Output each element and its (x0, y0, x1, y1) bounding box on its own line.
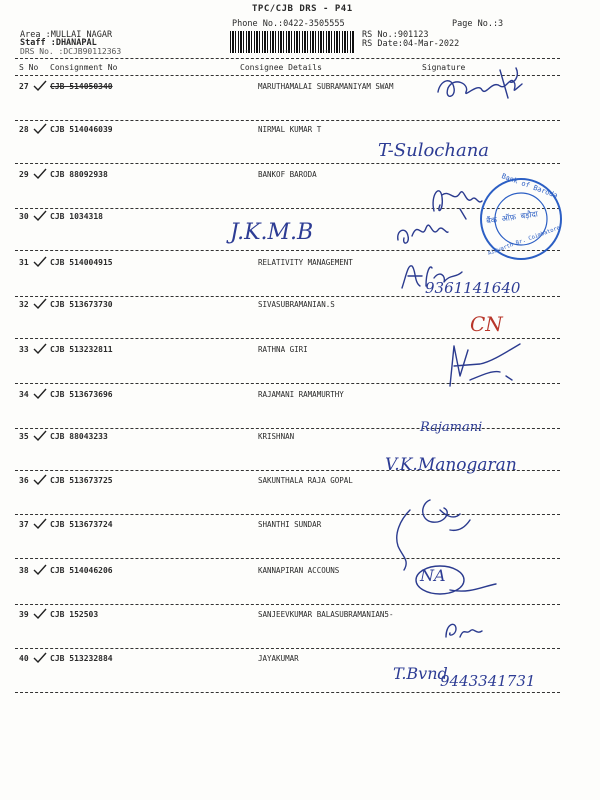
signature-row30b (392, 210, 452, 250)
serial-number: 39 (19, 610, 29, 619)
serial-number: 37 (19, 520, 29, 529)
check-icon (33, 80, 47, 91)
serial-number: 30 (19, 212, 29, 221)
check-icon (33, 256, 47, 267)
consignment-number: CJB 513232811 (50, 345, 113, 354)
consignee-name: KRISHNAN (258, 432, 295, 441)
signature-row38: NA (420, 566, 446, 585)
serial-number: 32 (19, 300, 29, 309)
consignment-number: CJB 152503 (50, 610, 99, 619)
check-icon (33, 430, 47, 441)
rs-date: RS Date:04-Mar-2022 (362, 39, 460, 49)
signature-row28: T-Sulochana (378, 140, 490, 161)
consignee-name: JAYAKUMAR (258, 654, 299, 663)
check-icon (33, 518, 47, 529)
consignment-number: CJB 513232884 (50, 654, 113, 663)
header-divider-top (15, 58, 560, 59)
consignee-name: SAKUNTHALA RAJA GOPAL (258, 476, 353, 485)
consignee-name: SHANTHI SUNDAR (258, 520, 322, 529)
check-icon (33, 474, 47, 485)
consignment-number: CJB 513673724 (50, 520, 113, 529)
row-divider (15, 120, 560, 121)
phone-number: Phone No.:0422-3505555 (232, 19, 345, 29)
consignment-number: CJB 514046039 (50, 125, 113, 134)
signature-row27 (430, 62, 530, 112)
staff-label: Staff :DHANAPAL (20, 38, 97, 48)
signature-row40-phone: 9443341731 (440, 672, 536, 690)
check-icon (33, 210, 47, 221)
consignee-name: MARUTHAMALAI SUBRAMANIYAM SWAM (258, 82, 394, 91)
row-divider (15, 648, 560, 649)
check-icon (33, 608, 47, 619)
signature-row34: Rajamani (420, 420, 483, 435)
check-icon (33, 388, 47, 399)
serial-number: 35 (19, 432, 29, 441)
serial-number: 29 (19, 170, 29, 179)
check-icon (33, 343, 47, 354)
check-icon (33, 123, 47, 134)
col-consignment: Consignment No (50, 63, 118, 72)
signature-row39 (440, 615, 490, 645)
stamp-line3: Aidwarth Br. Coimbatore (487, 225, 561, 257)
row-divider (15, 604, 560, 605)
row-divider (15, 163, 560, 164)
check-icon (33, 168, 47, 179)
check-icon (33, 652, 47, 663)
signature-row33 (440, 336, 530, 392)
consignee-name: NIRMAL KUMAR T (258, 125, 322, 134)
consignment-number: CJB 1034318 (50, 212, 103, 221)
consignee-name: RAJAMANI RAMAMURTHY (258, 390, 344, 399)
col-sno: S No (19, 63, 39, 72)
consignee-name: KANNAPIRAN ACCOUNS (258, 566, 340, 575)
serial-number: 33 (19, 345, 29, 354)
consignee-name: SANJEEVKUMAR BALASUBRAMANIAN5- (258, 610, 394, 619)
signature-row32: CN (470, 312, 503, 336)
stamp-line1: बैंक ऑफ़ बड़ौदा (485, 209, 539, 226)
drs-number: DRS No. :DCJB90112363 (20, 47, 122, 56)
serial-number: 38 (19, 566, 29, 575)
consignment-number: CJB 514050340 (50, 82, 113, 91)
consignment-number: CJB 513673730 (50, 300, 113, 309)
area-label: Area :MULLAI NAGAR (20, 30, 113, 40)
serial-number: 27 (19, 82, 29, 91)
consignment-number: CJB 513673696 (50, 390, 113, 399)
consignee-name: RELATIVITY MANAGEMENT (258, 258, 353, 267)
signature-row40: T.Bvnd (393, 664, 448, 683)
signature-row31-phone: 9361141640 (425, 279, 521, 297)
barcode (230, 31, 354, 53)
consignment-number: CJB 514046206 (50, 566, 113, 575)
page-number: Page No.:3 (452, 19, 504, 29)
consignee-name: RATHNA GIRI (258, 345, 308, 354)
stamp-line2: Bank of Baroda (500, 172, 559, 200)
signature-row30: J.K.M.B (230, 220, 314, 245)
serial-number: 28 (19, 125, 29, 134)
check-icon (33, 298, 47, 309)
consignment-number: CJB 88043233 (50, 432, 108, 441)
check-icon (33, 564, 47, 575)
consignee-name: BANKOF BARODA (258, 170, 317, 179)
col-signature: Signature (422, 63, 466, 72)
rs-number: RS No.:901123 (362, 30, 429, 40)
signature-row36: V.K.Manogaran (385, 455, 517, 475)
serial-number: 31 (19, 258, 29, 267)
consignment-number: CJB 513673725 (50, 476, 113, 485)
serial-number: 36 (19, 476, 29, 485)
serial-number: 34 (19, 390, 29, 399)
drs-title: TPC/CJB DRS - P41 (252, 4, 353, 14)
consignment-number: CJB 514004915 (50, 258, 113, 267)
consignee-name: SIVASUBRAMANIAN.S (258, 300, 335, 309)
serial-number: 40 (19, 654, 29, 663)
row-divider (15, 692, 560, 693)
consignment-number: CJB 88092938 (50, 170, 108, 179)
col-consignee: Consignee Details (240, 63, 322, 72)
